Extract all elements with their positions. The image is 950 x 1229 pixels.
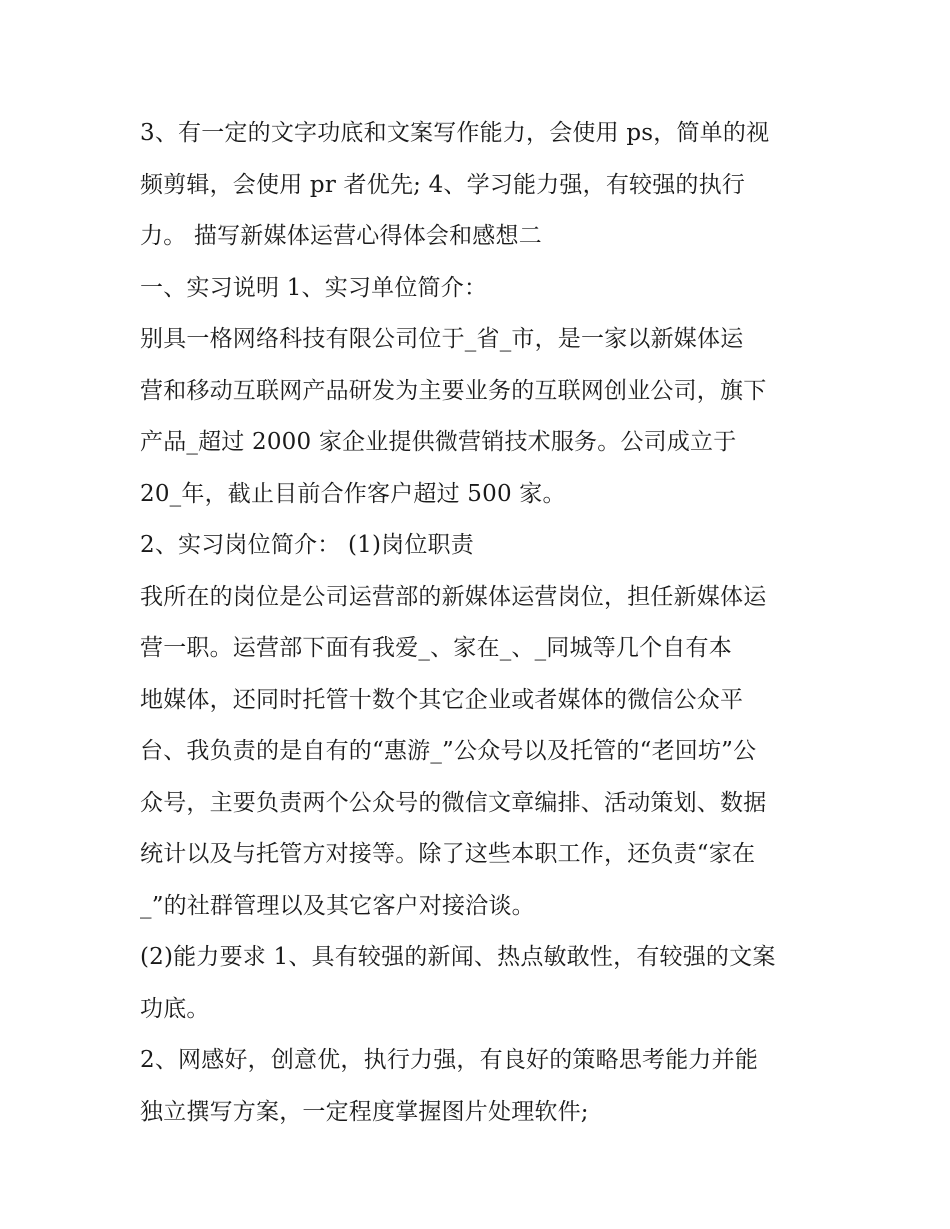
text-line: 统计以及与托管方对接等。除了这些本职工作，还负责“家在 — [140, 841, 756, 867]
text-line: 频剪辑，会使用 pr 者优先; 4、学习能力强，有较强的执行 — [140, 171, 746, 198]
text-line: 3、有一定的文字功底和文案写作能力，会使用 ps，简单的视 — [140, 120, 770, 146]
text-line: 2、网感好，创意优，执行力强，有良好的策略思考能力并能 — [140, 1047, 759, 1073]
text-line: 别具一格网络科技有限公司位于_省_市，是一家以新媒体运 — [140, 326, 744, 352]
text-line: _”的社群管理以及其它客户对接洽谈。 — [140, 892, 535, 919]
text-line: (2)能力要求 1、具有较强的新闻、热点敏敢性，有较强的文案 — [140, 944, 776, 970]
text-line: 营一职。运营部下面有我爱_、家在_、_同城等几个自有本 — [140, 635, 732, 661]
text-line: 营和移动互联网产品研发为主要业务的互联网创业公司，旗下 — [140, 377, 767, 404]
text-line: 众号，主要负责两个公众号的微信文章编排、活动策划、数据 — [140, 789, 767, 816]
text-line: 我所在的岗位是公司运营部的新媒体运营岗位，担任新媒体运 — [140, 583, 767, 610]
text-line: 台、我负责的是自有的“惠游_”公众号以及托管的“老回坊”公 — [140, 738, 757, 764]
document-body — [140, 108, 820, 1138]
text-line: 力。 描写新媒体运营心得体会和感想二 — [140, 223, 542, 249]
text-line: 20_年，截止目前合作客户超过 500 家。 — [140, 480, 566, 507]
text-line: 独立撰写方案，一定程度掌握图片处理软件; — [140, 1098, 589, 1125]
text-line: 地媒体，还同时托管十数个其它企业或者媒体的微信公众平 — [140, 686, 744, 713]
text-line: 一、实习说明 1、实习单位简介： — [140, 274, 488, 301]
text-line: 功底。 — [140, 995, 210, 1022]
text-line: 2、实习岗位简介： (1)岗位职责 — [140, 532, 474, 558]
text-line: 产品_超过 2000 家企业提供微营销技术服务。公司成立于 — [140, 429, 737, 455]
